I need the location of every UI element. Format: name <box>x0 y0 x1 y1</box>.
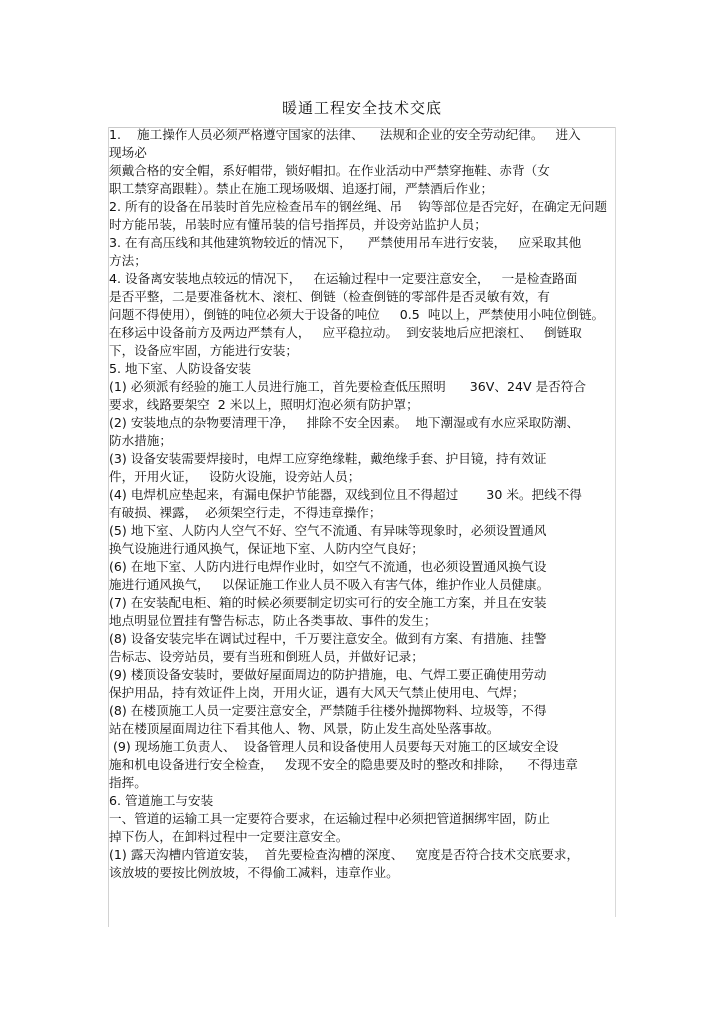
document-line: 施和机电设备进行安全检查， 发现不安全的隐患要及时的整改和排除， 不得违章 <box>109 757 578 772</box>
document-line: 在移运中设备前方及两边严禁有人， 应平稳拉动。 到安装地后应把滚杠、 倒链取 <box>109 325 582 340</box>
document-line: 职工禁穿高跟鞋）。禁止在施工现场吸烟、追逐打闹，严禁酒后作业； <box>109 181 494 196</box>
document-line: 该放坡的要按比例放坡，不得偷工减料，违章作业。 <box>109 865 399 880</box>
document-line: 施进行通风换气， 以保证施工作业人员不吸入有害气体，维护作业人员健康。 <box>109 577 550 592</box>
document-line: 一、管道的运输工具一定要符合要求，在运输过程中必须把管道捆绑牢固，防止 <box>109 811 550 826</box>
document-line: 5. 地下室、人防设备安装 <box>109 361 251 376</box>
document-line: 2. 所有的设备在吊装时首先应检查吊车的钢丝绳、吊 钩等部位是否完好，在确定无问题 <box>109 199 608 214</box>
document-line: 站在楼顶屋面周边往下看其他人、物、风景，防止发生高处坠落事故。 <box>109 721 500 736</box>
document-line: 时方能吊装，吊装时应有懂吊装的信号指挥员，并设旁站监护人员； <box>109 217 487 232</box>
document-line: 防水措施； <box>109 433 172 448</box>
document-line: 告标志、设旁站员，要有当班和倒班人员，并做好记录； <box>109 649 424 664</box>
document-line: (4) 电焊机应垫起来，有漏电保护节能器，双线到位且不得超过 30 米。把线不得 <box>109 487 582 502</box>
document-line: 问题不得使用），倒链的吨位必须大于设备的吨位 0.5 吨以上，严禁使用小吨位倒链。 <box>109 307 605 322</box>
document-line: (2) 安装地点的杂物要清理干净， 排除不安全因素。 地下潮湿或有水应采取防潮、 <box>109 415 580 430</box>
document-line: (1) 露天沟槽内管道安装， 首先要检查沟槽的深度、 宽度是否符合技术交底要求， <box>109 847 580 862</box>
document-line: 地点明显位置挂有警告标志，防止各类事故、事件的发生； <box>109 613 437 628</box>
document-line: 6. 管道施工与安装 <box>109 793 214 808</box>
document-line: 须戴合格的安全帽，系好帽带，锁好帽扣。在作业活动中严禁穿拖鞋、赤背（女 <box>109 163 550 178</box>
document-line: 换气设施进行通风换气，保证地下室、人防内空气良好； <box>109 541 424 556</box>
document-line: 要求，线路要架空 2 米以上，照明灯泡必须有防护罩； <box>109 397 419 412</box>
document-line: 下，设备应牢固，方能进行安装； <box>109 343 298 358</box>
document-line: (3) 设备安装需要焊接时，电焊工应穿绝缘鞋，戴绝缘手套、护目镜，持有效证 <box>109 451 547 466</box>
document-line: 1. 施工操作人员必须严格遵守国家的法律、 法规和企业的安全劳动纪律。 进入 <box>109 127 581 142</box>
document-line: (1) 必须派有经验的施工人员进行施工，首先要检查低压照明 36V、24V 是否符合 <box>109 379 586 394</box>
document-line: 现场必 <box>109 145 147 160</box>
document-line: (7) 在安装配电柜、箱的时候必须要制定切实可行的安全施工方案，并且在安装 <box>109 595 547 610</box>
document-line: 指挥。 <box>109 775 147 790</box>
document-line: (9) 楼顶设备安装时，要做好屋面周边的防护措施，电、气焊工要正确使用劳动 <box>109 667 547 682</box>
document-line: 有破损、裸露， 必须架空行走，不得违章操作； <box>109 505 382 520</box>
document-line: (6) 在地下室、人防内进行电焊作业时，如空气不流通，也必须设置通风换气设 <box>109 559 547 574</box>
document-line: (8) 设备安装完毕在调试过程中，千万要注意安全。做到有方案、有措施、挂警 <box>109 631 547 646</box>
document-body <box>109 126 617 882</box>
document-line: (8) 在楼顶施工人员一定要注意安全，严禁随手往楼外抛掷物料、垃圾等，不得 <box>109 703 547 718</box>
document-line: 方法； <box>109 253 147 268</box>
document-line: 3. 在有高压线和其他建筑物较近的情况下， 严禁使用吊车进行安装， 应采取其他 <box>109 235 582 250</box>
document-line: (5) 地下室、人防内人空气不好、空气不流通、有异味等现象时，必须设置通风 <box>109 523 547 538</box>
document-title: 暖通工程安全技术交底 <box>281 99 442 117</box>
document-line: 是否平整，二是要准备枕木、滚杠、倒链（检查倒链的零部件是否灵敏有效，有 <box>109 289 550 304</box>
document-line: 保护用品，持有效证件上岗，开用火证，遇有大风天气禁止使用电、气焊； <box>109 685 525 700</box>
document-line: (9) 现场施工负责人、 设备管理人员和设备使用人员要每天对施工的区域安全设 <box>109 739 559 754</box>
document-line: 4. 设备离安装地点较远的情况下， 在运输过程中一定要注意安全， 一是检查路面 <box>109 271 578 286</box>
document-line: 掉下伤人，在卸料过程中一定要注意安全。 <box>109 829 349 844</box>
document-line: 件，开用火证， 设防火设施，设旁站人员； <box>109 469 361 484</box>
